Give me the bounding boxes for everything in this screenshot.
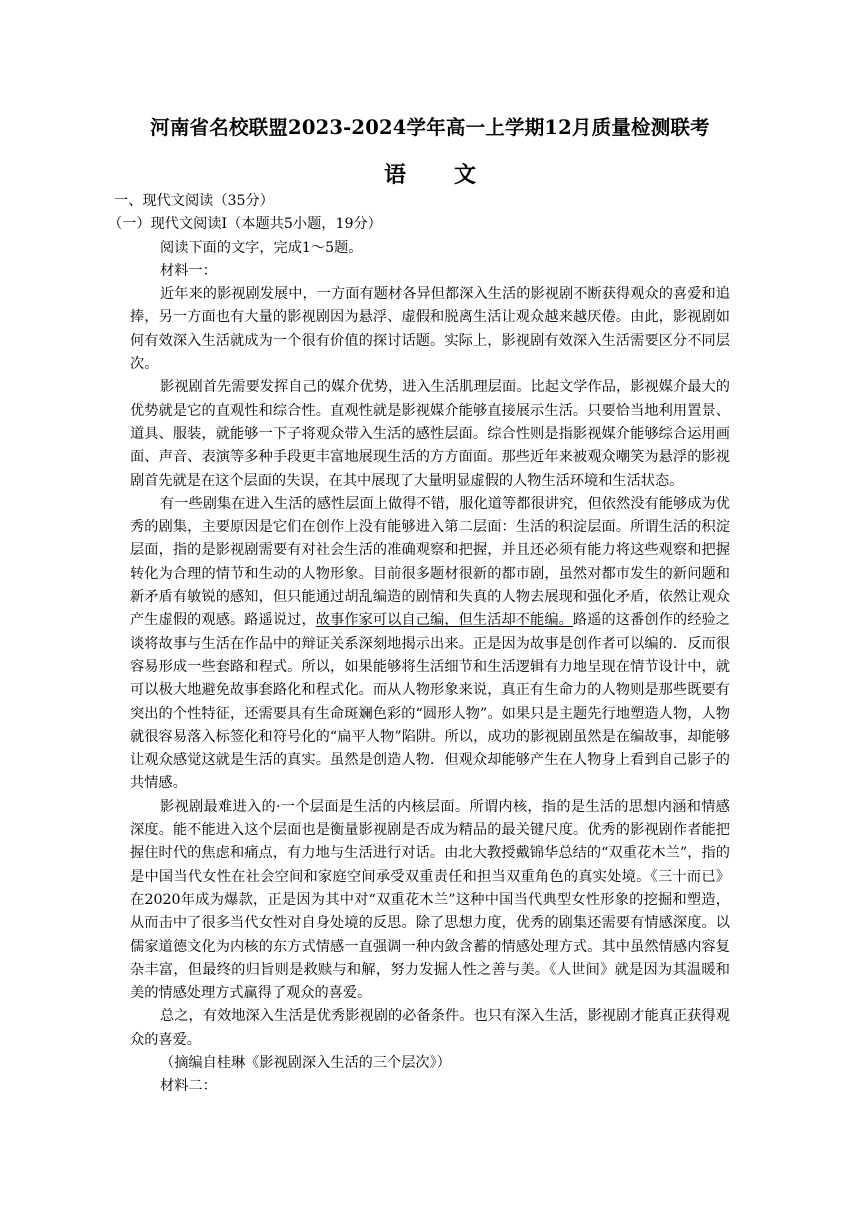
paragraph-3-text-before: 有一些剧集在进入生活的感性层面上做得不错，服化道等都很讲究，但依然没有能够成为优秀的剧集，主要原因是它们在创作上没有能够进入第二层面：生活的积淀层面。所谓生活的积淀层面，指的是影视剧需要有对社会生活的准确观察和把握，并且还必须有能力将这些观察和把握转化为合理的情节和生动的人物形象。目前很多题材很新的都市剧，虽然对都市发生的新问题和新矛盾有敏锐的感知，但只能通过胡乱编造的剧情和失真的人物去展现和强化矛盾，依然让观众产生虚假的观感。路遥说过，	[130, 495, 730, 629]
paragraph-3-text-after: 路遥的这番创作的经验之谈将故事与生活在作品中的辩证关系深刻地揭示出来。正是因为故事是创作者可以编的．反而很容易形成一些套路和程式。所以，如果能够将生活细节和生活逻辑有力地呈现在情节设计中，就可以极大地避免故事套路化和程式化。而从人物形象来说，真正有生命力的人物则是那些既要有突出的个性特征，还需要具有生命斑斓色彩的“圆形人物”。如果只是主题先行地塑造人物，人物就很容易落入标签化和符号化的“扁平人物”陷阱。所以，成功的影视剧虽然是在编故事，却能够让观众感觉这就是生活的真实。虽然是创造人物．但观众却能够产生在人物身上看到自己影子的共情感。	[130, 612, 730, 792]
underlined-quote: 故事作家可以自己编，但生活却不能编。	[315, 612, 573, 629]
material-1-paragraph-1: 近年来的影视剧发展中，一方面有题材各异但都深入生活的影视剧不断获得观众的喜爱和追捧，另一方面也有大量的影视剧因为悬浮、虚假和脱离生活让观众越来越厌倦。由此，影视剧如何有效深入生活就成为一个很有价值的探讨话题。实际上，影视剧有效深入生活需要区分不同层次。	[130, 286, 730, 373]
exam-body	[108, 190, 730, 1099]
section-heading: 一、现代文阅读（35分）	[114, 193, 274, 209]
material-2-label: 材料二：	[160, 1078, 217, 1095]
subsection-heading: （一）现代文阅读Ⅰ（本题共5小题，19分）	[108, 216, 382, 233]
subject-title: 语文	[383, 162, 524, 188]
material-1-source: （摘编自桂琳《影视剧深入生活的三个层次》）	[160, 1054, 451, 1071]
exam-title: 河南省名校联盟2023-2024学年高一上学期12月质量检测联考	[150, 116, 710, 139]
material-1-paragraph-2: 影视剧首先需要发挥自己的媒介优势，进入生活肌理层面。比起文学作品，影视媒介最大的优势就是它的直观性和综合性。直观性就是影视媒介能够直接展示生活。只要恰当地利用置景、道具、服装，就能够一下子将观众带入生活的感性层面。综合性则是指影视媒介能够综合运用画面、声音、表演等多种手段更丰富地展现生活的方方面面。那些近年来被观众嘲笑为悬浮的影视剧首先就是在这个层面的失误，在其中展现了大量明显虚假的人物生活环境和生活状态。	[130, 379, 730, 489]
material-1-paragraph-3	[130, 493, 730, 796]
material-1-label: 材料一：	[160, 262, 217, 279]
material-1-paragraph-5: 总之，有效地深入生活是优秀影视剧的必备条件。也只有深入生活，影视剧才能真正获得观众的喜爱。	[130, 1008, 730, 1048]
material-1-paragraph-4: 影视剧最难进入的·一个层面是生活的内核层面。所谓内核，指的是生活的思想内涵和情感深度。能不能进入这个层面也是衡量影视剧是否成为精品的最关键尺度。优秀的影视剧作者能把握住时代的焦虑和痛点，有力地与生活进行对话。由北大教授戴锦华总结的“双重花木兰”，指的是中国当代女性在社会空间和家庭空间承受双重责任和担当双重角色的真实处境。《三十而已》在2020年成为爆款，正是因为其中对“双重花木兰”这种中国当代典型女性形象的挖掘和塑造，从而击中了很多当代女性对自身处境的反思。除了思想力度，优秀的剧集还需要有情感深度。以儒家道德文化为内核的东方式情感一直强调一种内敛含蓄的情感处理方式。其中虽然情感内容复杂丰富，但最终的归旨则是救赎与和解，努力发掘人性之善与美。《人世间》就是因为其温暖和美的情感处理方式赢得了观众的喜爱。	[130, 798, 730, 1002]
instruction-text: 阅读下面的文字，完成1～5题。	[160, 239, 363, 256]
